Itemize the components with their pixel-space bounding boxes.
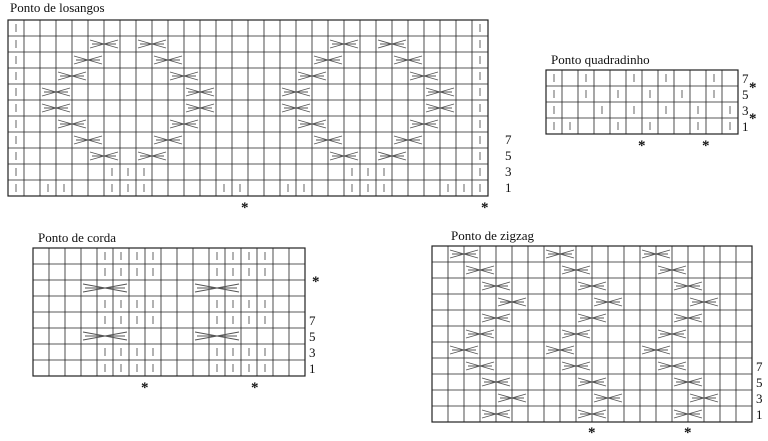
row-number-7: 7 — [505, 132, 512, 147]
repeat-marker: * — [588, 425, 596, 441]
grid-lines — [546, 70, 738, 134]
repeat-marker: * — [638, 138, 646, 154]
repeat-marker: * — [141, 380, 149, 396]
row-number-7: 7 — [756, 359, 763, 374]
grid-lines — [33, 248, 305, 376]
stitch-grid-zigzag — [432, 246, 752, 422]
cable-cross-symbol — [195, 284, 239, 292]
stitch-grid-quadradinho — [546, 70, 738, 134]
row-number-5: 5 — [505, 148, 512, 163]
chart-title-zigzag: Ponto de zigzag — [451, 228, 535, 243]
row-number-3: 3 — [742, 103, 749, 118]
repeat-marker: * — [251, 380, 259, 396]
row-number-1: 1 — [309, 361, 316, 376]
cable-cross-symbol — [195, 332, 239, 340]
grid-lines — [8, 20, 488, 196]
chart-title-quadradinho: Ponto quadradinho — [551, 52, 650, 67]
repeat-marker: * — [241, 200, 249, 216]
row-number-7: 7 — [309, 313, 316, 328]
row-number-1: 1 — [505, 180, 512, 195]
row-number-5: 5 — [756, 375, 763, 390]
stitch-grid-losangos — [8, 20, 500, 196]
repeat-marker: * — [749, 80, 757, 96]
row-number-3: 3 — [756, 391, 763, 406]
stitch-grid-corda — [33, 248, 305, 376]
repeat-marker: * — [481, 200, 489, 216]
row-number-5: 5 — [309, 329, 316, 344]
chart-title-losangos: Ponto de losangos — [10, 0, 105, 15]
row-number-7: 7 — [742, 71, 749, 86]
row-number-5: 5 — [742, 87, 749, 102]
repeat-marker: * — [312, 274, 320, 290]
row-number-1: 1 — [756, 407, 763, 422]
row-number-1: 1 — [742, 119, 749, 134]
row-number-3: 3 — [505, 164, 512, 179]
chart-title-corda: Ponto de corda — [38, 230, 116, 245]
repeat-marker: * — [702, 138, 710, 154]
row-number-3: 3 — [309, 345, 316, 360]
cable-cross-symbol — [83, 332, 127, 340]
repeat-marker: * — [749, 111, 757, 127]
repeat-marker: * — [684, 425, 692, 441]
cable-cross-symbol — [83, 284, 127, 292]
